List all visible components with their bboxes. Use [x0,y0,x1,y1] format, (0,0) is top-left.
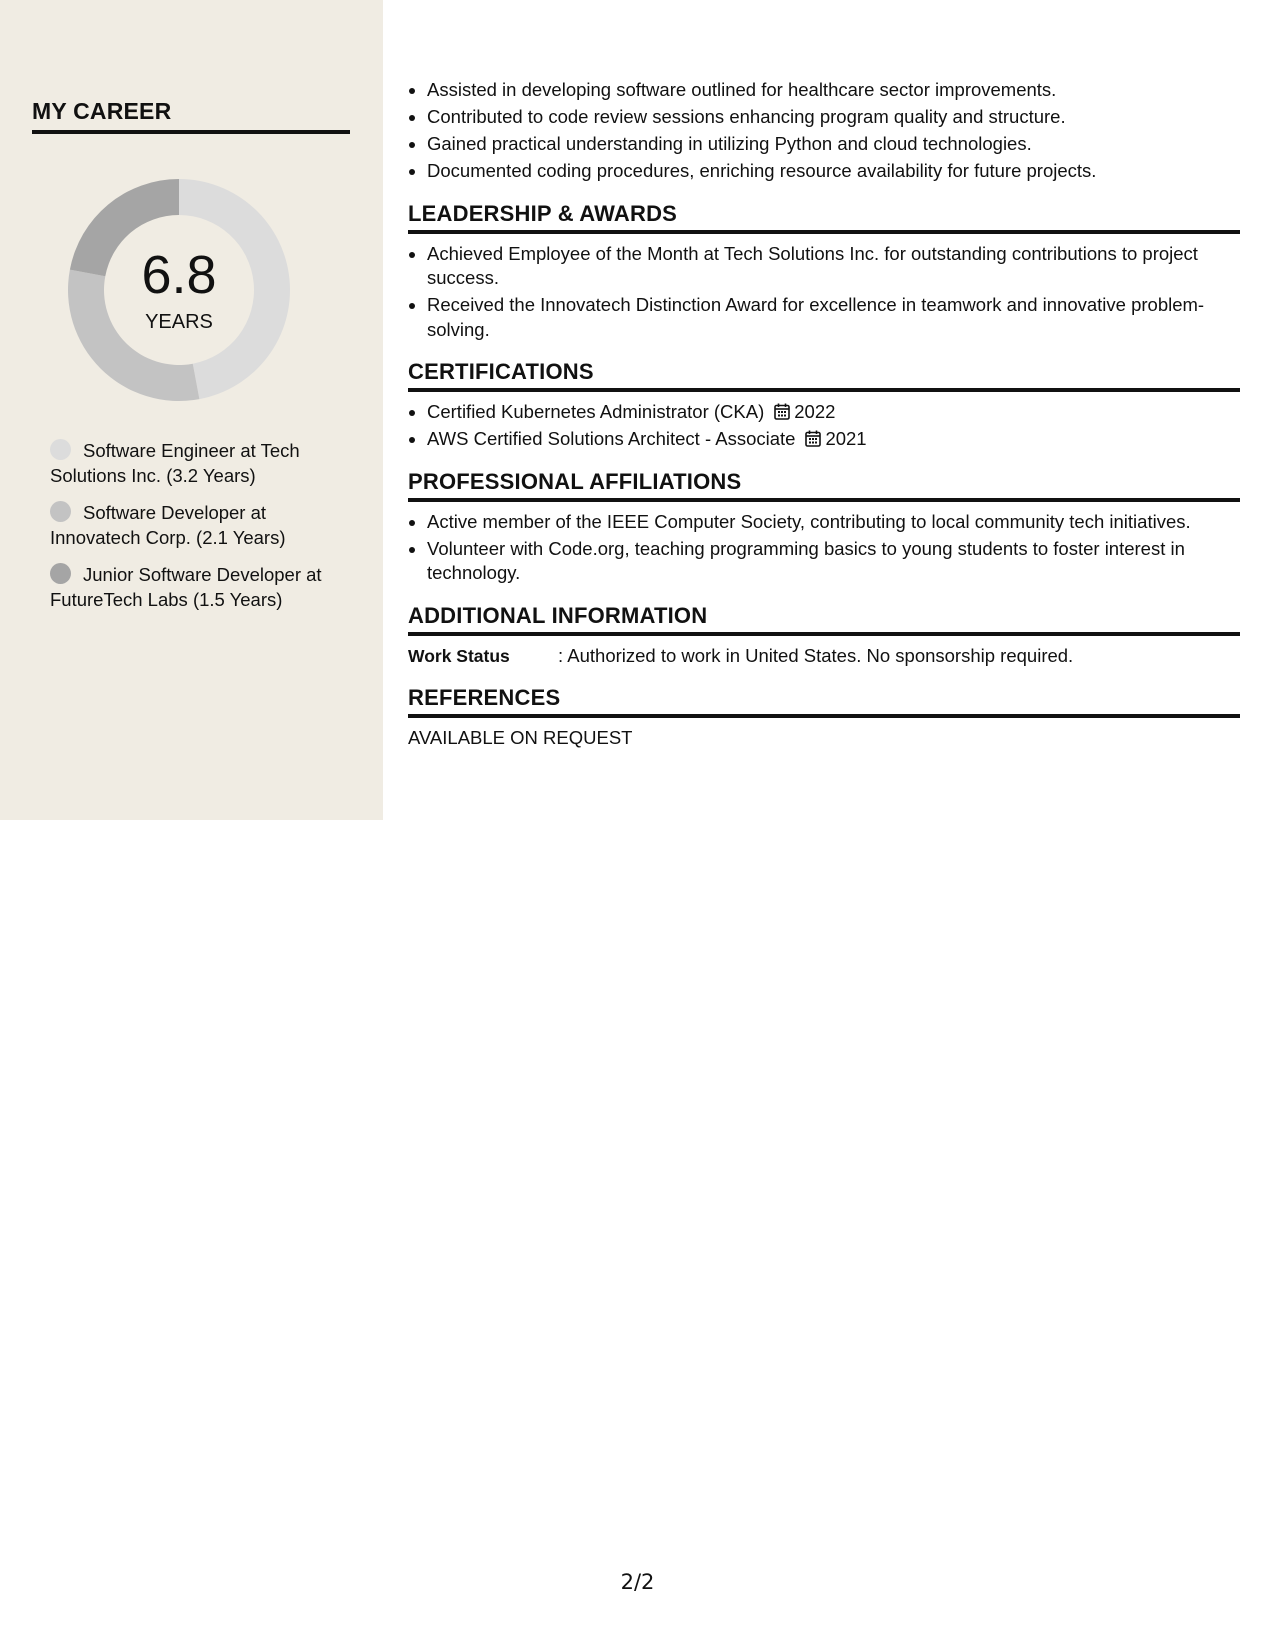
main-content [408,78,1240,750]
certification-item [427,427,1240,452]
calendar-icon [774,403,790,420]
list-item: • Documented coding procedures, enriching resource availability for future projects. [427,159,1240,184]
total-years-value: 6.8 [141,245,217,305]
legend-dot [50,439,71,460]
list-item: • Received the Innovatech Distinction Award for excellence in teamwork and innovative problem-solving. [427,293,1240,342]
legend-item [50,562,350,612]
list-item: • Achieved Employee of the Month at Tech Solutions Inc. for outstanding contributions to project success. [427,242,1240,291]
legend-label: Software Developer at Innovatech Corp. (2.1 Years) [50,502,286,548]
list-item: • Assisted in developing software outlined for healthcare sector improvements. [427,78,1240,103]
career-legend [50,438,350,624]
career-donut-chart [66,177,292,403]
certifications-heading: CERTIFICATIONS [408,359,1240,392]
certification-name: AWS Certified Solutions Architect - Associate [427,428,796,449]
experience-bullets [408,78,1240,184]
list-item: • Gained practical understanding in utilizing Python and cloud technologies. [427,132,1240,157]
career-heading: MY CAREER [32,98,350,134]
list-item: • Contributed to code review sessions enhancing program quality and structure. [427,105,1240,130]
affiliations-list [408,510,1240,586]
references-heading: REFERENCES [408,685,1240,718]
additional-info-heading: ADDITIONAL INFORMATION [408,603,1240,636]
certifications-list [408,400,1240,452]
leadership-list [408,242,1240,343]
references-text: AVAILABLE ON REQUEST [408,726,633,748]
work-status-label: Work Status [408,645,510,666]
total-years-unit: YEARS [145,311,213,333]
legend-item [50,500,350,550]
sidebar [0,0,383,820]
legend-label: Software Engineer at Tech Solutions Inc. (3.2 Years) [50,440,300,486]
page-number: 2/2 [620,1570,655,1594]
work-status-value: : Authorized to work in United States. No sponsorship required. [558,644,1074,666]
certification-item [427,400,1240,425]
certification-year: 2022 [794,401,836,422]
legend-dot [50,563,71,584]
certification-year: 2021 [825,428,867,449]
work-status-row [408,644,1240,668]
list-item: • Volunteer with Code.org, teaching programming basics to young students to foster interest in technology. [427,537,1240,586]
legend-dot [50,501,71,522]
legend-item [50,438,350,488]
leadership-heading: LEADERSHIP & AWARDS [408,201,1240,234]
calendar-icon [805,430,821,447]
affiliations-heading: PROFESSIONAL AFFILIATIONS [408,469,1240,502]
legend-label: Junior Software Developer at FutureTech Labs (1.5 Years) [50,564,322,610]
list-item: • Active member of the IEEE Computer Society, contributing to local community tech initiatives. [427,510,1240,535]
donut-center [66,177,292,403]
certification-name: Certified Kubernetes Administrator (CKA) [427,401,765,422]
